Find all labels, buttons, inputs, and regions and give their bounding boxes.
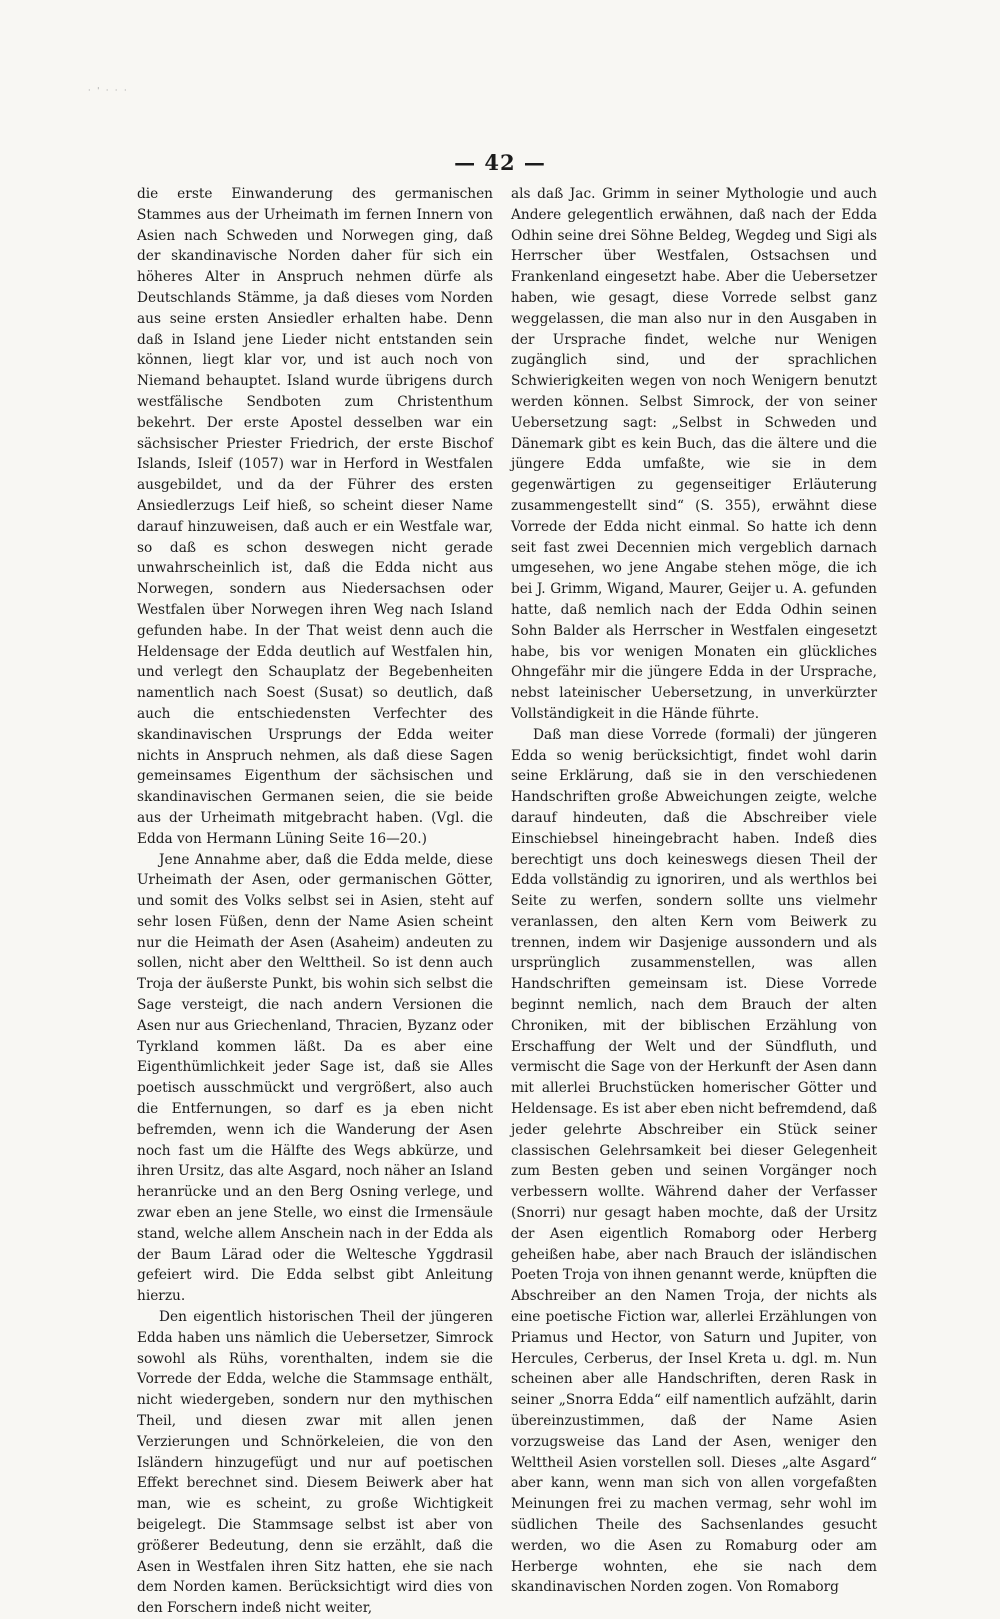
left-paragraph-3: Den eigentlich historischen Theil der jüngeren Edda haben uns nämlich die Uebersetzer, Simrock sowohl als Rühs, vorenthalten, indem sie die Vorrede der Edda, welche die Stammsage enthält, nicht wiedergeben, sondern nur den mythischen Theil, und diesen zwar mit allen jenen Verzierungen und Schnörkeleien, die von den Isländern hinzugefügt und nur auf poetischen Effekt berechnet sind. Diesem Beiwerk aber hat man, wie es scheint, zu große Wichtigkeit beigelegt. Die Stammsage selbst ist aber von größerer Bedeutung, denn sie erzählt, daß die Asen in Westfalen ihren Sitz hatten, ehe sie nach dem Norden kamen. Berücksichtigt wird dies von den Forschern indeß nicht weiter,	[137, 1309, 493, 1617]
page-number: — 42 —	[454, 150, 546, 175]
page-corner-mark: · ' · · ·	[88, 86, 129, 95]
right-paragraph-1: als daß Jac. Grimm in seiner Mythologie und auch Andere gelegentlich erwähnen, daß nach der Edda Odhin seine drei Söhne Beldeg, Wegdeg und Sigi als Herrscher über Westfalen, Ostsachsen und Frankenland eingesetzt habe. Aber die Uebersetzer haben, wie gesagt, diese Vorrede selbst ganz weggelassen, die man also nur in den Ausgaben in der Ursprache findet, welche nur Wenigen zugänglich sind, und der sprachlichen Schwierigkeiten wegen von noch Wenigern benutzt werden können. Selbst Simrock, der von seiner Uebersetzung sagt: „Selbst in Schweden und Dänemark gibt es kein Buch, das die ältere und die jüngere Edda umfaßte, wie sie in dem gegenwärtigen zu gegenseitiger Erläuterung zusammengestellt sind“ (S. 355), erwähnt diese Vorrede der Edda nicht einmal. So hatte ich denn seit fast zwei Decennien mich vergeblich darnach umgesehen, wo jene Angabe stehen möge, die ich bei J. Grimm, Wigand, Maurer, Geijer u. A. gefunden hatte, daß nemlich nach der Edda Odhin seinen Sohn Balder als Herrscher in Westfalen eingesetzt habe, bis vor wenigen Monaten ein glückliches Ohngefähr mir die jüngere Edda in der Ursprache, nebst lateinischer Uebersetzung, in unverkürzter Vollständigkeit in die Hände führte.	[511, 186, 877, 722]
left-paragraph-1: die erste Einwanderung des germanischen Stammes aus der Urheimath im fernen Innern von Asien nach Schweden und Norwegen ging, daß der skandinavische Norden daher für sich ein höheres Alter in Anspruch nehmen dürfe als Deutschlands Stämme, ja daß dieses vom Norden aus seine ersten Ansiedler erhalten habe. Denn daß in Island jene Lieder nicht entstanden sein können, liegt klar vor, und ist auch noch von Niemand behauptet. Island wurde übrigens durch westfälische Sendboten zum Christenthum bekehrt. Der erste Apostel desselben war ein sächsischer Priester Friedrich, der erste Bischof Islands, Isleif (1057) war in Herford in Westfalen ausgebildet, und da der Führer des ersten Ansiedlerzugs Leif hieß, so scheint dieser Name darauf hinzuweisen, daß auch er ein Westfale war, so daß es schon deswegen nicht gerade unwahrscheinlich ist, daß die Edda nicht aus Norwegen, sondern aus Niedersachsen oder Westfalen über Norwegen ihren Weg nach Island gefunden habe. In der That weist denn auch die Heldensage der Edda deutlich auf Westfalen hin, und verlegt den Schauplatz der Begebenheiten namentlich nach Soest (Susat) so deutlich, daß auch die entschiedensten Verfechter des skandinavischen Ursprungs der Edda weiter nichts in Anspruch nehmen, als daß diese Sagen gemeinsames Eigenthum der sächsischen und skandinavischen Germanen seien, die sie beide aus der Urheimath mitgebracht haben. (Vgl. die Edda von Hermann Lüning Seite 16—20.)	[137, 186, 493, 847]
right-paragraph-2: Daß man diese Vorrede (formali) der jüngeren Edda so wenig berücksichtigt, findet wohl darin seine Erklärung, daß sie in den verschiedenen Handschriften große Abweichungen zeigte, welche darauf hindeuten, daß die Abschreiber viele Einschiebsel hineingebracht haben. Indeß dies berechtigt uns doch keineswegs diesen Theil der Edda vollständig zu ignoriren, und als werthlos bei Seite zu werfen, sondern sollte uns vielmehr veranlassen, den alten Kern vom Beiwerk zu trennen, indem wir Dasjenige aussondern und als ursprünglich zusammenstellen, was allen Handschriften gemeinsam ist. Diese Vorrede beginnt nemlich, nach dem Brauch der alten Chroniken, mit der biblischen Erzählung von Erschaffung der Welt und der Sündfluth, und vermischt die Sage von der Herkunft der Asen dann mit allerlei Bruchstücken homerischer Götter und Heldensage. Es ist aber eben nicht befremdend, daß jeder gelehrte Abschreiber ein Stück seiner classischen Gelehrsamkeit bei dieser Gelegenheit zum Besten geben und seinen Vorgänger noch verbessern wollte. Während daher der Verfasser (Snorri) nur gesagt haben mochte, daß der Ursitz der Asen eigentlich Romaborg oder Herberg geheißen habe, aber nach Brauch der isländischen Poeten Troja von ihnen genannt werde, knüpften die Abschreiber an den Namen Troja, der nichts als eine poetische Fiction war, allerlei Erzählungen von Priamus und Hector, von Saturn und Jupiter, von Hercules, Cerberus, der Insel Kreta u. dgl. m. Nun scheinen aber alle Handschriften, deren Rask in seiner „Snorra Edda“ eilf namentlich aufzählt, darin übereinzustimmen, daß der Name Asien vorzugsweise das Land der Asen, weniger den Welttheil Asien vorstellen soll. Dieses „alte Asgard“ aber kann, wenn man sich von allen vorgefaßten Meinungen frei zu machen vermag, sehr wohl im südlichen Theile des Sachsenlandes gesucht werden, wo die Asen zu Romaburg oder am Herberge wohnten, ehe sie nach dem skandinavischen Norden zogen. Von Romaborg	[511, 726, 877, 1596]
right-column	[511, 184, 877, 1596]
left-column	[137, 184, 493, 1617]
left-paragraph-2: Jene Annahme aber, daß die Edda melde, diese Urheimath der Asen, oder germanischen Götter, und somit des Volks selbst sei in Asien, steht auf sehr losen Füßen, denn der Name Asien scheint nur die Heimath der Asen (Asaheim) andeuten zu sollen, nicht aber den Welttheil. So ist denn auch Troja der äußerste Punkt, bis wohin sich selbst die Sage versteigt, die nach andern Versionen die Asen nur aus Griechenland, Thracien, Byzanz oder Tyrkland kommen läßt. Da es aber eine Eigenthümlichkeit jeder Sage ist, daß sie Alles poetisch ausschmückt und vergrößert, also auch die Entfernungen, so darf es ja eben nicht befremden, wenn ich die Wanderung der Asen noch fast um die Hälfte des Wegs abkürze, und ihren Ursitz, das alte Asgard, noch näher an Island heranrücke und an den Berg Osning verlege, und zwar eben an jene Stelle, wo einst die Irmensäule stand, welche allem Anschein nach in der Edda als der Baum Lärad oder die Weltesche Yggdrasil gefeiert wird. Die Edda selbst gibt Anleitung hierzu.	[137, 851, 493, 1305]
